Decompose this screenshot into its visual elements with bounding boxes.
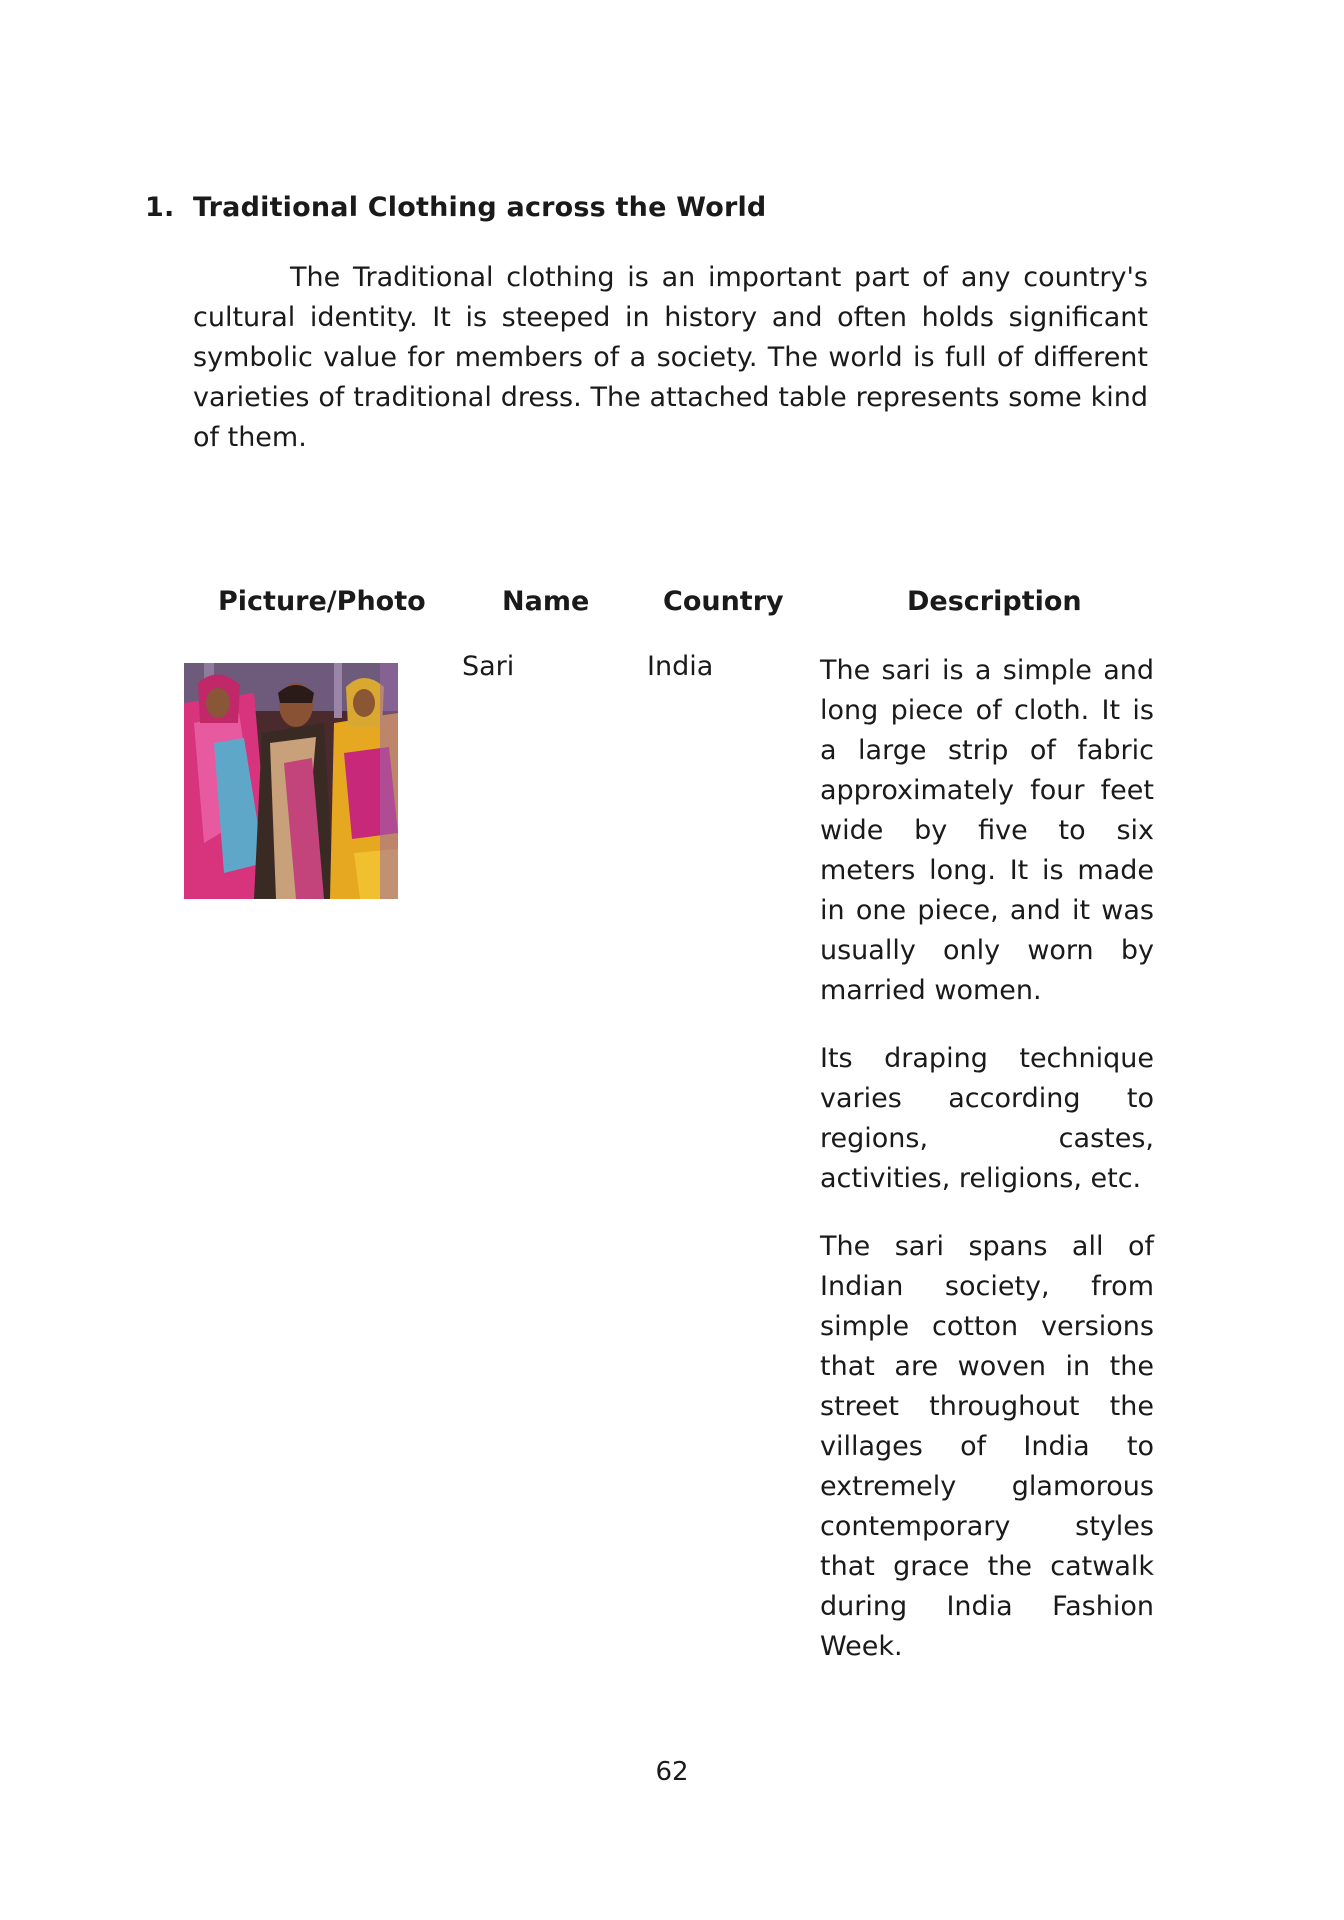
header-name: Name (502, 586, 590, 617)
section-title: Traditional Clothing across the World (193, 192, 767, 223)
page-number: 62 (655, 1757, 689, 1787)
description-paragraph: The sari spans all of Indian society, from simple cotton versions that are woven in the street throughout the villages of India to extremely glamorous contemporary styles that grace the catwalk during India Fashion Week. (820, 1231, 1154, 1662)
section-number: 1. (145, 192, 175, 223)
header-country: Country (663, 586, 784, 617)
intro-paragraph: The Traditional clothing is an important part of any country's cultural identity. It is steeped in history and often holds significant symbolic value for members of a society. The world is full of different varieties of traditional dress. The attached table represents some kind of them. (193, 262, 1148, 453)
women-in-saris-photo (184, 663, 398, 899)
section-heading (145, 192, 766, 223)
description-paragraph: Its draping technique varies according to regions, castes, activities, religions, etc. (820, 1043, 1154, 1194)
header-description: Description (907, 586, 1082, 617)
row-name: Sari (462, 651, 515, 682)
row-country: India (647, 651, 714, 682)
row-description (820, 651, 1154, 1695)
header-picture: Picture/Photo (218, 586, 426, 617)
description-paragraph: The sari is a simple and long piece of cloth. It is a large strip of fabric approximately four feet wide by five to six meters long. It is made in one piece, and it was usually only worn by married women. (820, 655, 1154, 1006)
